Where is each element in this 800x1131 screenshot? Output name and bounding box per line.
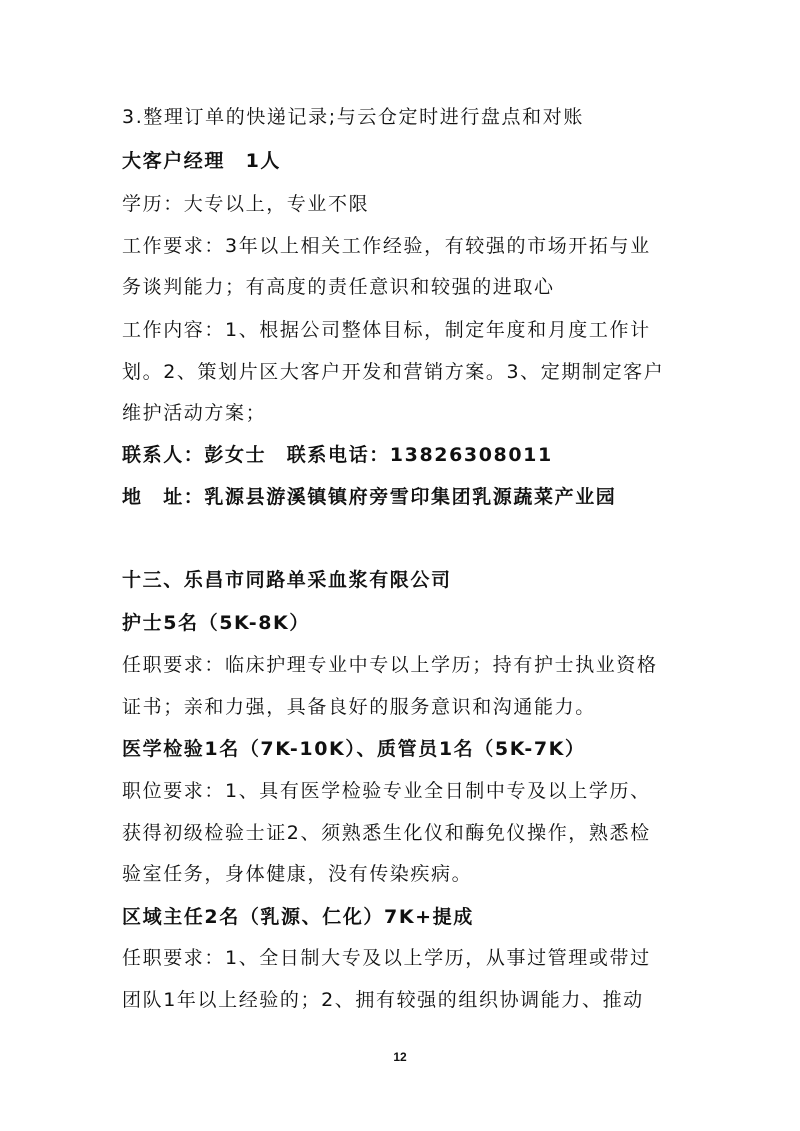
text-line: 工作内容：1、根据公司整体目标，制定年度和月度工作计	[122, 319, 651, 341]
text-line: 务谈判能力；有高度的责任意识和较强的进取心	[122, 276, 555, 298]
text-line: 任职要求：临床护理专业中专以上学历；持有护士执业资格	[122, 654, 658, 676]
job-title-heading: 医学检验1名（7K-10K）、质管员1名（5K-7K）	[122, 738, 586, 760]
company-heading: 十三、乐昌市同路单采血浆有限公司	[122, 569, 452, 591]
text-line: 划。2、策划片区大客户开发和营销方案。3、定期制定客户	[122, 361, 665, 383]
text-line: 学历：大专以上，专业不限	[122, 193, 370, 215]
text-line: 3.整理订单的快递记录;与云仓定时进行盘点和对账	[122, 106, 584, 128]
job-title-heading: 区域主任2名（乳源、仁化）7K+提成	[122, 906, 474, 928]
text-line: 任职要求：1、全日制大专及以上学历，从事过管理或带过	[122, 947, 651, 969]
text-line: 维护活动方案；	[122, 402, 267, 424]
address-line: 地 址：乳源县游溪镇镇府旁雪印集团乳源蔬菜产业园	[122, 486, 617, 508]
text-line: 证书；亲和力强，具备良好的服务意识和沟通能力。	[122, 696, 596, 718]
text-line: 团队1年以上经验的；2、拥有较强的组织协调能力、推动	[122, 989, 644, 1011]
text-line: 获得初级检验士证2、须熟悉生化仪和酶免仪操作，熟悉检	[122, 822, 651, 844]
text-line: 工作要求：3年以上相关工作经验，有较强的市场开拓与业	[122, 235, 651, 257]
text-line: 职位要求：1、具有医学检验专业全日制中专及以上学历、	[122, 780, 651, 802]
text-line: 验室任务，身体健康，没有传染疾病。	[122, 863, 473, 885]
contact-line: 联系人：彭女士 联系电话：13826308011	[122, 444, 553, 466]
job-title-heading: 大客户经理 1人	[122, 150, 282, 172]
page-number: 12	[393, 1050, 407, 1064]
job-title-heading: 护士5名（5K-8K）	[122, 612, 310, 634]
